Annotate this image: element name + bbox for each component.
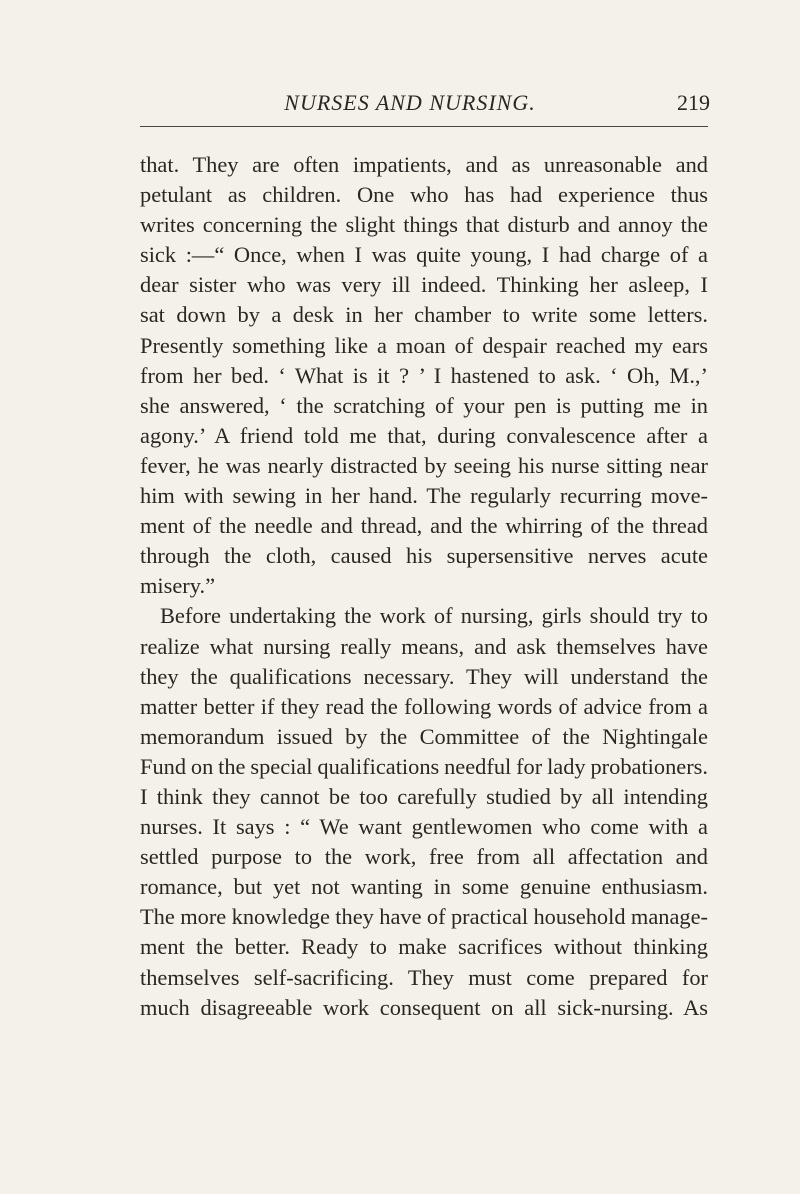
text-line: through the cloth, caused his supersensitive nerves acute bbox=[140, 543, 708, 569]
text-line: sick :—“ Once, when I was quite young, I had charge of a bbox=[140, 242, 708, 268]
paragraph-2 bbox=[140, 601, 708, 1022]
running-title: NURSES AND NURSING. bbox=[284, 90, 536, 115]
text-line: matter better if they read the following words of advice from a bbox=[140, 693, 708, 719]
text-line: much disagreeable work consequent on all sick-nursing. As bbox=[140, 994, 708, 1020]
text-line: him with sewing in her hand. The regularly recurring move- bbox=[140, 483, 708, 509]
body-text bbox=[140, 150, 708, 1023]
page-header bbox=[180, 84, 710, 124]
text-line: Fund on the special qualifications needful for lady probationers. bbox=[140, 753, 708, 779]
text-line: Before undertaking the work of nursing, girls should try to bbox=[160, 603, 708, 629]
text-line: they the qualifications necessary. They will understand the bbox=[140, 663, 708, 689]
text-line: agony.’ A friend told me that, during convalescence after a bbox=[140, 422, 708, 448]
text-line: ment of the needle and thread, and the whirring of the thread bbox=[140, 513, 708, 539]
text-line: sat down by a desk in her chamber to write some letters. bbox=[140, 302, 708, 328]
text-line: from her bed. ‘ What is it ? ’ I hastened to ask. ‘ Oh, M.,’ bbox=[140, 362, 708, 388]
text-line: nurses. It says : “ We want gentlewomen who come with a bbox=[140, 814, 708, 840]
page-number: 219 bbox=[677, 90, 710, 115]
text-line: she answered, ‘ the scratching of your pen is putting me in bbox=[140, 392, 708, 418]
text-line: petulant as children. One who has had experience thus bbox=[140, 182, 708, 208]
text-line: memorandum issued by the Committee of the Nightingale bbox=[140, 723, 708, 749]
text-line: themselves self-sacrificing. They must come prepared for bbox=[140, 964, 708, 990]
text-line: The more knowledge they have of practical household manage- bbox=[140, 904, 708, 930]
text-line: I think they cannot be too carefully studied by all intending bbox=[140, 783, 708, 809]
text-line: writes concerning the slight things that disturb and annoy the bbox=[140, 212, 708, 238]
text-line: settled purpose to the work, free from all affectation and bbox=[140, 844, 708, 870]
text-line: fever, he was nearly distracted by seeing his nurse sitting near bbox=[140, 452, 708, 478]
text-line: realize what nursing really means, and ask themselves have bbox=[140, 633, 708, 659]
text-line: that. They are often impatients, and as unreasonable and bbox=[140, 152, 708, 177]
text-line: misery.” bbox=[140, 573, 216, 599]
text-line: romance, but yet not wanting in some genuine enthusiasm. bbox=[140, 874, 708, 900]
text-line: Presently something like a moan of despair reached my ears bbox=[140, 332, 708, 358]
header-rule bbox=[140, 126, 708, 127]
text-line: dear sister who was very ill indeed. Thinking her asleep, I bbox=[140, 272, 708, 298]
paragraph-1 bbox=[140, 150, 708, 601]
text-line: ment the better. Ready to make sacrifices without thinking bbox=[140, 934, 708, 960]
